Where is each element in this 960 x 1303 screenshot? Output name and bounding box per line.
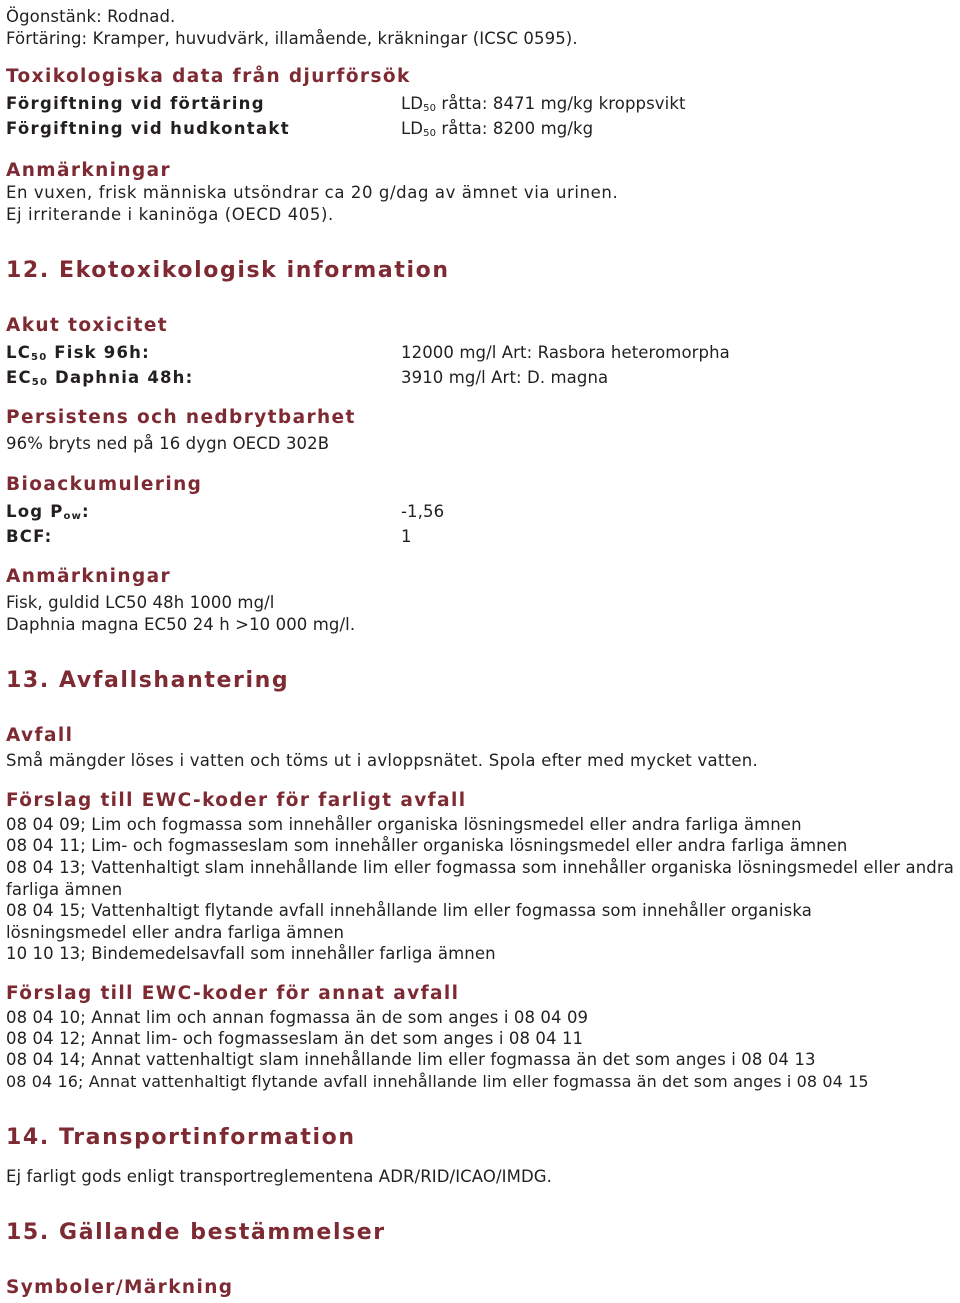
ewc-other-item: 08 04 12; Annat lim- och fogmasseslam än det som anges i 08 04 11: [6, 1029, 584, 1048]
ewc-hazardous-item: 08 04 13; Vattenhaltigt slam innehållande lim eller fogmassa som innehåller organiska lösningsmedel eller andra farliga ämnen: [6, 858, 954, 899]
ec50-label: $EC_{50}$ Daphnia 48h:: [6, 368, 194, 388]
ewc-hazardous-item: 08 04 15; Vattenhaltigt flytande avfall innehållande lim eller fogmassa som innehåller organiska lösningsmedel eller andra farliga ämnen: [6, 901, 812, 942]
ingestion-text: Förtäring: Kramper, huvudvärk, illamående, kräkningar (ICSC 0595).: [6, 29, 578, 48]
persistence-text: 96% bryts ned på 16 dygn OECD 302B: [6, 434, 330, 453]
ewc-other-item: 08 04 10; Annat lim och annan fogmassa än de som anges i 08 04 09: [6, 1008, 589, 1027]
eco-note-1: Fisk, guldid LC50 48h 1000 mg/l: [6, 593, 275, 612]
persistence-heading: Persistens och nedbrytbarhet: [6, 407, 356, 428]
bcf-value: 1: [401, 527, 412, 546]
section-15-title: 15. Gällande bestämmelser: [6, 1220, 386, 1245]
eye-contact-text: Ögonstänk: Rodnad.: [6, 7, 176, 26]
ewc-other-heading: Förslag till EWC-koder för annat avfall: [6, 983, 460, 1004]
lc50-label: $LC_{50}$ Fisk 96h:: [6, 343, 150, 363]
dermal-tox-label: Förgiftning vid hudkontakt: [6, 119, 290, 138]
ewc-hazardous-item: 08 04 11; Lim- och fogmasseslam som innehåller organiska lösningsmedel eller andra farliga ämnen: [6, 836, 848, 855]
section-13-title: 13. Avfallshantering: [6, 668, 290, 693]
oral-tox-value: $LD_{50}$ råtta: 8471 mg/kg kroppsvikt: [401, 94, 686, 114]
tox-note-2: Ej irriterande i kaninöga (OECD 405).: [6, 205, 334, 224]
ewc-other-item: 08 04 14; Annat vattenhaltigt slam innehållande lim eller fogmassa än det som anges i 08 04 13: [6, 1050, 816, 1069]
bcf-label: BCF:: [6, 527, 53, 546]
acute-tox-heading: Akut toxicitet: [6, 315, 169, 336]
tox-heading: Toxikologiska data från djurförsök: [6, 66, 411, 87]
dermal-tox-value: $LD_{50}$ råtta: 8200 mg/kg: [401, 119, 594, 139]
tox-note-1: En vuxen, frisk människa utsöndrar ca 20 g/dag av ämnet via urinen.: [6, 183, 619, 202]
waste-heading: Avfall: [6, 725, 74, 746]
section-12-title: 12. Ekotoxikologisk information: [6, 258, 450, 283]
tox-notes-heading: Anmärkningar: [6, 160, 172, 181]
section-14-title: 14. Transportinformation: [6, 1125, 356, 1150]
symbols-heading: Symboler/Märkning: [6, 1277, 234, 1298]
eco-note-2: Daphnia magna EC50 24 h >10 000 mg/l.: [6, 615, 356, 634]
ec50-value: 3910 mg/l Art: D. magna: [401, 368, 609, 387]
ewc-hazardous-heading: Förslag till EWC-koder för farligt avfall: [6, 790, 467, 811]
bioaccumulation-heading: Bioackumulering: [6, 474, 203, 495]
logpow-label: Log $P_{ow}$:: [6, 502, 90, 522]
ewc-hazardous-item: 10 10 13; Bindemedelsavfall som innehåller farliga ämnen: [6, 944, 496, 963]
transport-text: Ej farligt gods enligt transportreglementena ADR/RID/ICAO/IMDG.: [6, 1167, 552, 1186]
lc50-value: 12000 mg/l Art: Rasbora heteromorpha: [401, 343, 730, 362]
waste-text: Små mängder löses i vatten och töms ut i avloppsnätet. Spola efter med mycket vatten.: [6, 751, 758, 770]
oral-tox-label: Förgiftning vid förtäring: [6, 94, 265, 113]
ewc-hazardous-item: 08 04 09; Lim och fogmassa som innehåller organiska lösningsmedel eller andra farliga ämnen: [6, 815, 802, 834]
logpow-value: -1,56: [401, 502, 445, 521]
eco-notes-heading: Anmärkningar: [6, 566, 172, 587]
ewc-other-item: 08 04 16; Annat vattenhaltigt flytande avfall innehållande lim eller fogmassa än det som anges i 08 04 15: [6, 1072, 869, 1091]
